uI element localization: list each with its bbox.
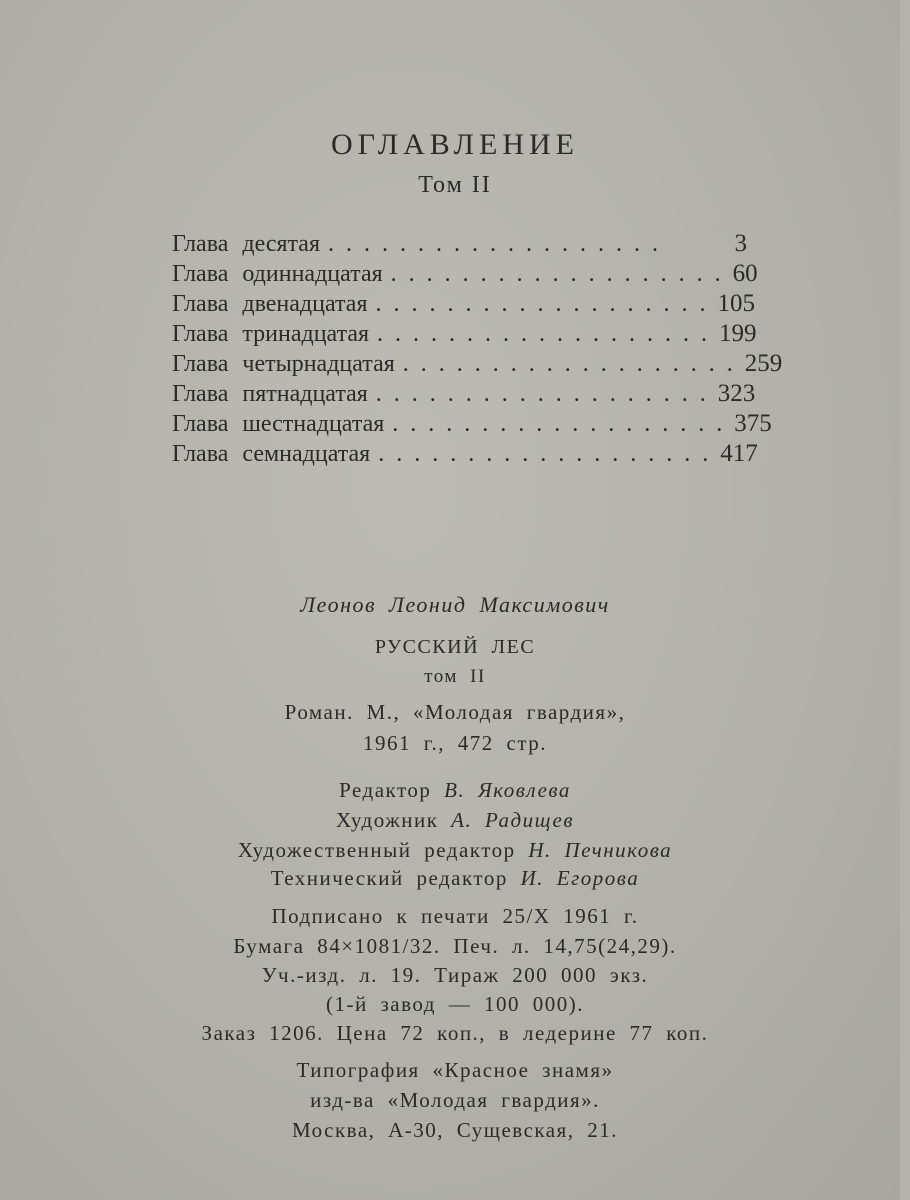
toc-list	[172, 230, 783, 470]
tech-editor-line	[0, 866, 910, 891]
year-pages-line: 1961 г., 472 стр.	[363, 731, 547, 755]
toc-leader: ...................	[328, 231, 670, 257]
toc-entry-page: 375	[734, 410, 772, 437]
address-line: Москва, А-30, Сущевская, 21.	[291, 1118, 619, 1142]
toc-entry	[172, 350, 783, 380]
printing-house-line: Типография «Красное знамя»	[296, 1058, 614, 1082]
toc-entry	[172, 410, 772, 440]
toc-title: ОГЛАВЛЕНИЕ	[331, 128, 579, 161]
art-editor-line	[0, 838, 910, 863]
paper-format-line: Бумага 84×1081/32. Печ. л. 14,75(24,29).	[233, 934, 677, 958]
toc-entry-page: 105	[717, 290, 755, 317]
toc-leader: ...................	[392, 411, 735, 437]
toc-entry	[172, 440, 758, 470]
toc-entry-label: Глава двенадцатая	[172, 291, 368, 317]
print-run-line: Уч.-изд. л. 19. Тираж 200 000 экз.	[261, 963, 649, 987]
toc-leader: ...................	[375, 381, 718, 407]
artist-line	[0, 808, 910, 833]
toc-entry-page: 323	[717, 380, 756, 407]
toc-volume: Том II	[418, 172, 492, 198]
artist-label: Художник	[336, 808, 439, 832]
toc-entry-label: Глава семнадцатая	[172, 441, 371, 467]
tech-editor-label: Технический редактор	[270, 866, 508, 890]
toc-entry-page: 3	[734, 230, 747, 257]
order-price-line: Заказ 1206. Цена 72 коп., в ледерине 77 коп.	[201, 1021, 709, 1045]
toc-entry-label: Глава десятая	[172, 231, 320, 257]
toc-entry	[172, 230, 747, 260]
toc-entry	[172, 290, 755, 320]
signed-to-print-line: Подписано к печати 25/X 1961 г.	[271, 904, 639, 928]
editor-line	[0, 778, 910, 803]
author-name: Леонов Леонид Максимович	[300, 592, 610, 617]
artist-name: А. Радищев	[451, 808, 574, 832]
toc-entry-label: Глава четырнадцатая	[172, 351, 395, 377]
art-editor-name: Н. Печникова	[528, 838, 673, 862]
publisher-line: изд-ва «Молодая гвардия».	[310, 1088, 600, 1112]
genre-publisher-line: Роман. М., «Молодая гвардия»,	[284, 700, 626, 724]
toc-entry-label: Глава одиннадцатая	[172, 261, 383, 287]
toc-leader: ...................	[402, 351, 745, 377]
editor-name: В. Яковлева	[444, 778, 571, 802]
toc-entry	[172, 380, 756, 410]
toc-entry-page: 417	[720, 440, 758, 467]
toc-entry-page: 60	[732, 260, 758, 287]
toc-leader: ...................	[390, 261, 733, 287]
toc-entry-label: Глава пятнадцатая	[172, 381, 368, 407]
toc-entry	[172, 320, 757, 350]
editor-label: Редактор	[339, 778, 432, 802]
toc-entry-label: Глава тринадцатая	[172, 321, 370, 347]
plant-line: (1-й завод — 100 000).	[326, 992, 584, 1016]
toc-leader: ...................	[378, 441, 721, 467]
book-volume: том II	[424, 666, 486, 687]
toc-leader: ...................	[377, 321, 720, 347]
toc-entry-page: 199	[719, 320, 757, 347]
toc-entry	[172, 260, 758, 290]
toc-entry-label: Глава шестнадцатая	[172, 411, 385, 437]
tech-editor-name: И. Егорова	[520, 866, 640, 890]
toc-entry-page: 259	[744, 350, 783, 377]
book-title: РУССКИЙ ЛЕС	[374, 636, 536, 658]
toc-leader: ...................	[375, 291, 718, 317]
art-editor-label: Художественный редактор	[237, 838, 516, 862]
